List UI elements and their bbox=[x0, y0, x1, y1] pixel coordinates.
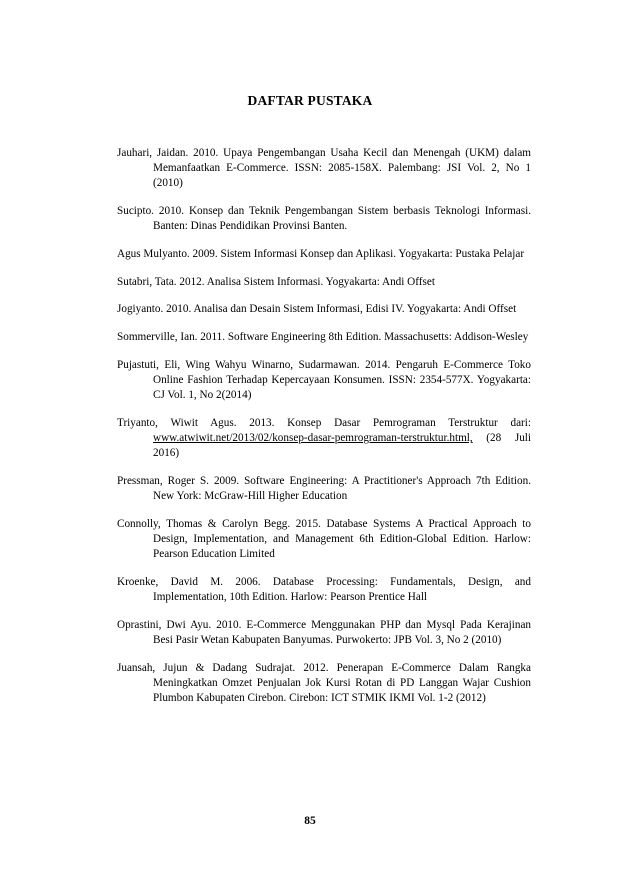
reference-text: Triyanto, Wiwit Agus. 2013. Konsep Dasar Pemrograman Terstruktur dari: bbox=[117, 416, 531, 429]
reference-list bbox=[117, 146, 531, 719]
reference-item: Sommerville, Ian. 2011. Software Engineering 8th Edition. Massachusetts: Addison-Wesley bbox=[117, 331, 529, 344]
reference-access-date: (28 Juli 2016) bbox=[153, 432, 531, 460]
reference-item: Kroenke, David M. 2006. Database Processing: Fundamentals, Design, and Implementation, 10th Edition. Harlow: Pearson Prentice Hall bbox=[117, 576, 531, 604]
reference-item: Pressman, Roger S. 2009. Software Engineering: A Practitioner's Approach 7th Edition. New York: McGraw-Hill Higher Education bbox=[117, 475, 531, 503]
page-number: 85 bbox=[304, 815, 316, 827]
reference-item: Juansah, Jujun & Dadang Sudrajat. 2012. Penerapan E-Commerce Dalam Rangka Meningkatkan Omzet Penjualan Jok Kursi Rotan di PD Langgan Wajar Cushion Plumbon Kabupaten Cirebon. Cirebon: ICT STMIK IKMI Vol. 1-2 (2012) bbox=[117, 661, 531, 705]
reference-item: Pujastuti, Eli, Wing Wahyu Winarno, Sudarmawan. 2014. Pengaruh E-Commerce Toko Online Fashion Terhadap Kepercayaan Konsumen. ISSN: 2354-577X. Yogyakarta: CJ Vol. 1, No 2(2014) bbox=[117, 358, 531, 402]
reference-url-link[interactable]: www.atwiwit.net/2013/02/konsep-dasar-pemrograman-terstruktur.html, bbox=[153, 432, 473, 445]
reference-item: Jogiyanto. 2010. Analisa dan Desain Sistem Informasi, Edisi IV. Yogyakarta: Andi Offset bbox=[117, 303, 517, 316]
reference-item: Oprastini, Dwi Ayu. 2010. E-Commerce Menggunakan PHP dan Mysql Pada Kerajinan Besi Pasir Wetan Kabupaten Banyumas. Purwokerto: JPB Vol. 3, No 2 (2010) bbox=[117, 618, 531, 647]
reference-item: Sucipto. 2010. Konsep dan Teknik Pengembangan Sistem berbasis Teknologi Informasi. Banten: Dinas Pendidikan Provinsi Banten. bbox=[117, 205, 531, 233]
reference-item: Connolly, Thomas & Carolyn Begg. 2015. Database Systems A Practical Approach to Design, Implementation, and Management 6th Edition-Global Edition. Harlow: Pearson Education Limited bbox=[117, 517, 531, 561]
reference-item bbox=[117, 416, 531, 462]
reference-item: Jauhari, Jaidan. 2010. Upaya Pengembangan Usaha Kecil dan Menengah (UKM) dalam Memanfaatkan E-Commerce. ISSN: 2085-158X. Palembang: JSI Vol. 2, No 1 (2010) bbox=[117, 147, 531, 190]
reference-item: Sutabri, Tata. 2012. Analisa Sistem Informasi. Yogyakarta: Andi Offset bbox=[117, 275, 435, 288]
page-title: DAFTAR PUSTAKA bbox=[247, 93, 373, 108]
reference-item: Agus Mulyanto. 2009. Sistem Informasi Konsep dan Aplikasi. Yogyakarta: Pustaka Pelajar bbox=[117, 248, 525, 261]
